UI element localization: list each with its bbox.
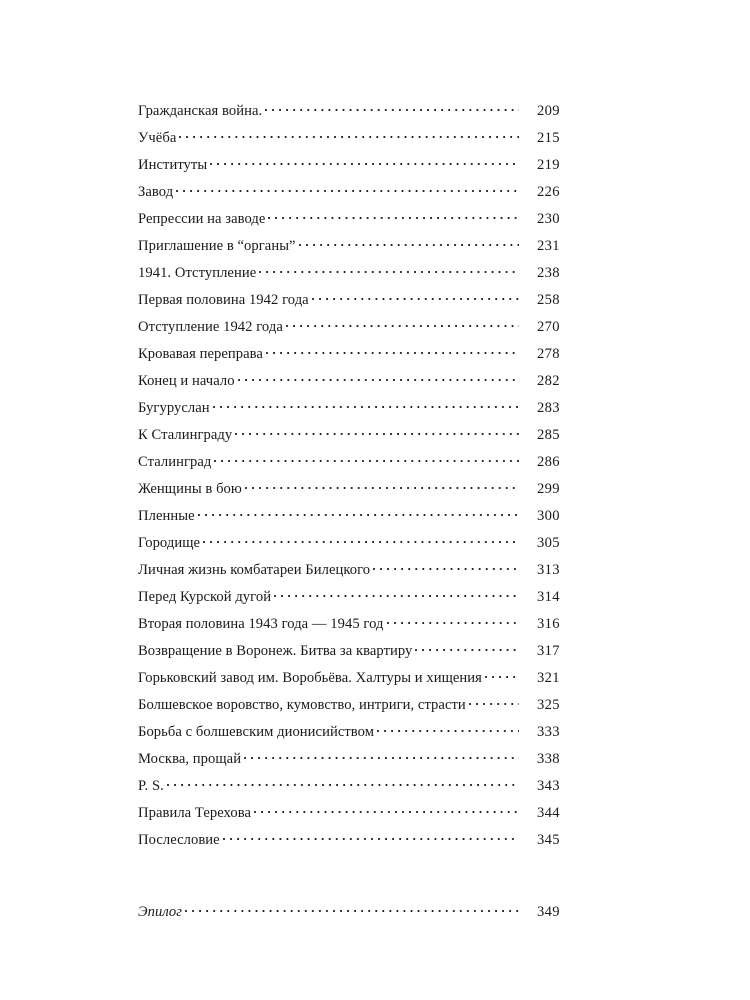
toc-entry[interactable] <box>138 611 583 638</box>
toc-entry-title: Конец и начало <box>138 373 235 389</box>
toc-entry-title: Городище <box>138 535 201 551</box>
toc-entry-page-number: 238 <box>537 265 560 281</box>
toc-entry[interactable] <box>138 476 583 503</box>
toc-dot-leader <box>268 207 519 223</box>
toc-entry[interactable] <box>138 800 583 827</box>
toc-dot-leader <box>223 828 519 844</box>
toc-entry-page-number: 317 <box>537 643 560 659</box>
toc-entry-page-number: 305 <box>537 535 560 551</box>
toc-entry-title: Москва, прощай <box>138 751 242 767</box>
toc-dot-leader <box>238 369 519 385</box>
toc-entry-title: Болшевское воровство, кумовство, интриги, страсти <box>138 697 466 713</box>
toc-entry-title: Борьба с болшевским дионисийством <box>138 724 375 740</box>
toc-entry-title: Послесловие <box>138 832 220 848</box>
toc-dot-leader <box>176 180 519 196</box>
toc-dot-leader <box>299 234 519 250</box>
toc-entry-title: Кровавая переправа <box>138 346 263 362</box>
toc-entry-page-number: 278 <box>537 346 560 362</box>
toc-entry-page-number: 345 <box>537 832 560 848</box>
toc-entry-page-number: 321 <box>537 670 560 686</box>
toc-entry[interactable] <box>138 152 583 179</box>
toc-entry[interactable] <box>138 746 583 773</box>
toc-dot-leader <box>235 423 519 439</box>
toc-entry-page-number: 270 <box>537 319 560 335</box>
toc-entry-page-number: 285 <box>537 427 560 443</box>
toc-dot-leader <box>254 801 519 817</box>
toc-entry[interactable] <box>138 260 583 287</box>
toc-entry-title: Отступление 1942 года <box>138 319 283 335</box>
toc-dot-leader <box>214 450 519 466</box>
toc-dot-leader <box>213 396 519 412</box>
toc-dot-leader <box>245 477 519 493</box>
toc-entry[interactable] <box>138 665 583 692</box>
toc-entry[interactable] <box>138 179 583 206</box>
toc-dot-leader <box>259 261 519 277</box>
toc-entry[interactable] <box>138 584 583 611</box>
toc-entry[interactable] <box>138 368 583 395</box>
toc-entry-title: Личная жизнь комбатареи Билецкого <box>138 562 371 578</box>
toc-entry-title: Репрессии на заводе <box>138 211 266 227</box>
toc-entry[interactable] <box>138 557 583 584</box>
toc-entry[interactable] <box>138 206 583 233</box>
toc-entry-page-number: 349 <box>537 904 560 920</box>
toc-entry[interactable] <box>138 287 583 314</box>
toc-entry-page-number: 286 <box>537 454 560 470</box>
toc-dot-leader <box>185 900 519 916</box>
toc-entry-title: Горьковский завод им. Воробьёва. Халтуры и хищения <box>138 670 482 686</box>
toc-entry-title: Эпилог <box>138 904 183 920</box>
toc-entry-page-number: 344 <box>537 805 560 821</box>
toc-entry-page-number: 338 <box>537 751 560 767</box>
toc-entry[interactable] <box>138 692 583 719</box>
toc-entry-title: Правила Терехова <box>138 805 252 821</box>
toc-dot-leader <box>198 504 519 520</box>
toc-entry-page-number: 231 <box>537 238 560 254</box>
toc-entry-page-number: 300 <box>537 508 560 524</box>
toc-entry[interactable] <box>138 395 583 422</box>
toc-entry[interactable] <box>138 314 583 341</box>
toc-entry-title: Перед Курской дугой <box>138 589 272 605</box>
toc-dot-leader <box>286 315 519 331</box>
toc-entry[interactable] <box>138 773 583 800</box>
toc-entry-page-number: 325 <box>537 697 560 713</box>
toc-dot-leader <box>203 531 519 547</box>
toc-entry-title: К Сталинграду <box>138 427 233 443</box>
toc-dot-leader <box>210 153 519 169</box>
toc-entry-title: 1941. Отступление <box>138 265 257 281</box>
toc-dot-leader <box>373 558 519 574</box>
toc-entry-title: Вторая половина 1943 года — 1945 год <box>138 616 384 632</box>
toc-entry[interactable] <box>138 719 583 746</box>
toc-entry-title: Гражданская война. <box>138 103 263 119</box>
toc-entry-title: Сталинград <box>138 454 212 470</box>
toc-entry[interactable] <box>138 530 583 557</box>
toc-dot-leader <box>469 693 519 709</box>
toc-entry-title: Приглашение в “органы” <box>138 238 296 254</box>
toc-entry-page-number: 314 <box>537 589 560 605</box>
toc-entry-title: Женщины в бою <box>138 481 242 497</box>
toc-entry-page-number: 219 <box>537 157 560 173</box>
toc-entry-page-number: 299 <box>537 481 560 497</box>
toc-dot-leader <box>387 612 519 628</box>
toc-entry-page-number: 258 <box>537 292 560 308</box>
toc-entry-title: Институты <box>138 157 208 173</box>
toc-entry-page-number: 333 <box>537 724 560 740</box>
toc-dot-leader <box>265 99 519 115</box>
toc-entry[interactable] <box>138 422 583 449</box>
toc-dot-leader <box>312 288 519 304</box>
toc-entry-page-number: 282 <box>537 373 560 389</box>
toc-entry[interactable] <box>138 341 583 368</box>
toc-entry-title: Возвращение в Воронеж. Битва за квартиру <box>138 643 413 659</box>
toc-entry-title: P. S. <box>138 778 164 794</box>
toc-dot-leader <box>179 126 519 142</box>
toc-entry-page-number: 209 <box>537 103 560 119</box>
toc-dot-leader <box>244 747 519 763</box>
toc-entry[interactable] <box>138 449 583 476</box>
toc-entry-title: Первая половина 1942 года <box>138 292 309 308</box>
toc-entry-title: Учёба <box>138 130 177 146</box>
toc-entry[interactable] <box>138 899 583 926</box>
toc-entry-page-number: 283 <box>537 400 560 416</box>
toc-entry[interactable] <box>138 98 583 125</box>
toc-entry[interactable] <box>138 827 583 854</box>
toc-dot-leader <box>167 774 519 790</box>
toc-dot-leader <box>274 585 519 601</box>
toc-entry[interactable] <box>138 503 583 530</box>
toc-entry[interactable] <box>138 638 583 665</box>
toc-entry-page-number: 343 <box>537 778 560 794</box>
toc-entry-title: Бугуруслан <box>138 400 210 416</box>
toc-dot-leader <box>485 666 519 682</box>
toc-entry-title: Пленные <box>138 508 195 524</box>
toc-dot-leader <box>415 639 519 655</box>
toc-dot-leader <box>266 342 519 358</box>
toc-entry[interactable] <box>138 233 583 260</box>
toc-entry-page-number: 226 <box>537 184 560 200</box>
table-of-contents <box>138 98 583 926</box>
toc-entry-page-number: 313 <box>537 562 560 578</box>
toc-entry-page-number: 215 <box>537 130 560 146</box>
toc-entry[interactable] <box>138 125 583 152</box>
toc-dot-leader <box>377 720 519 736</box>
toc-entry-page-number: 230 <box>537 211 560 227</box>
toc-entry-title: Завод <box>138 184 174 200</box>
toc-entry-page-number: 316 <box>537 616 560 632</box>
